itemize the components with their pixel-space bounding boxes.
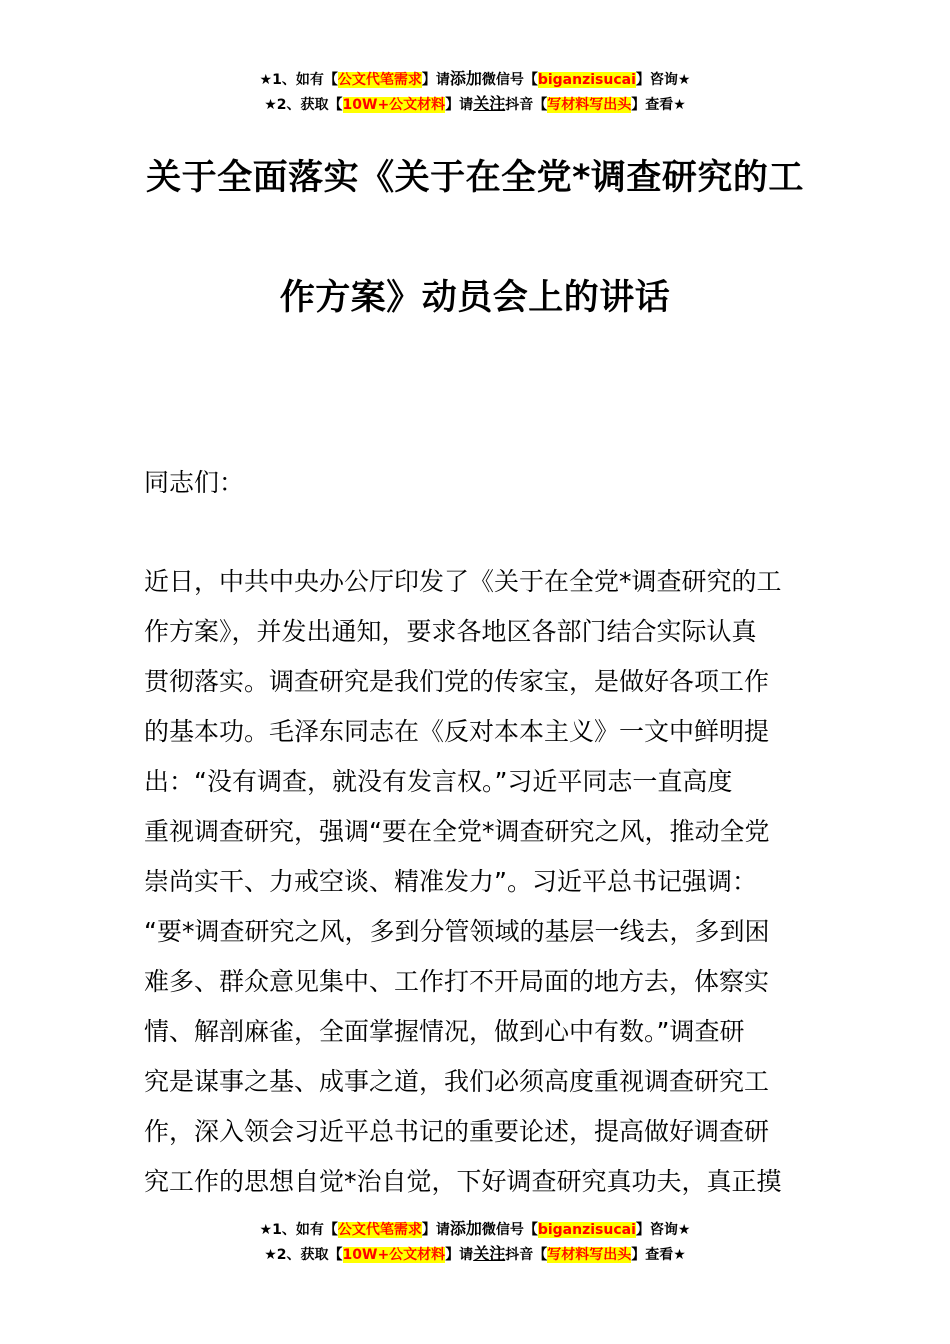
- paragraph-line: 的基本功。毛泽东同志在《反对本本主义》一文中鲜明提: [144, 717, 770, 746]
- paragraph-line: 究是谋事之基、成事之道，我们必须高度重视调查研究工: [144, 1067, 770, 1096]
- banner-text: 】请: [421, 72, 450, 88]
- banner-line-2: [0, 1242, 950, 1267]
- document-title-line-2: 作方案》动员会上的讲话: [279, 278, 671, 318]
- banner-wechat-id: biganzisucai: [537, 72, 636, 88]
- paragraph-line: “要*调查研究之风，多到分管领域的基层一线去，多到困: [144, 917, 770, 946]
- banner-text: 微信号【: [481, 72, 538, 88]
- paragraph-line: 出：“没有调查，就没有发言权。”习近平同志一直高度: [144, 767, 733, 796]
- banner-text: 】查看★: [631, 97, 686, 113]
- footer-banner: [0, 1217, 950, 1267]
- banner-text: 】请: [445, 97, 474, 113]
- paragraph-line: 近日，中共中央办公厅印发了《关于在全党*调查研究的工: [144, 567, 782, 596]
- banner-douyin-id: 写材料写出头: [547, 97, 632, 113]
- paragraph-line: 贯彻落实。调查研究是我们党的传家宝，是做好各项工作: [144, 667, 770, 696]
- banner-text: ★1、如有【: [259, 72, 338, 88]
- banner-text: 】请: [421, 1222, 450, 1238]
- paragraph-line: 作方案》，并发出通知，要求各地区各部门结合实际认真: [144, 617, 757, 646]
- salutation: 同志们：: [144, 468, 245, 497]
- banner-text: 抖音【: [505, 1247, 548, 1263]
- banner-text: 微信号【: [481, 1222, 538, 1238]
- banner-text: 】请: [445, 1247, 474, 1263]
- body-paragraph: [144, 557, 806, 1207]
- banner-highlight: 10W+公文材料: [342, 97, 446, 113]
- banner-text: ★1、如有【: [259, 1222, 338, 1238]
- banner-emphasis: 添加: [449, 1219, 482, 1238]
- banner-emphasis: 关注: [473, 1244, 506, 1263]
- paragraph-line: 究工作的思想自觉*治自觉，下好调查研究真功夫，真正摸: [144, 1167, 782, 1196]
- banner-highlight: 公文代笔需求: [337, 1222, 422, 1238]
- banner-text: ★2、获取【: [264, 97, 343, 113]
- banner-line-2: [0, 92, 950, 117]
- banner-text: 】查看★: [631, 1247, 686, 1263]
- banner-line-1: [0, 67, 950, 92]
- header-banner: [0, 67, 950, 117]
- banner-text: 】咨询★: [635, 72, 691, 88]
- paragraph-line: 情、解剖麻雀，全面掌握情况，做到心中有数。”调查研: [144, 1017, 745, 1046]
- banner-line-1: [0, 1217, 950, 1242]
- banner-emphasis: 关注: [473, 94, 506, 113]
- banner-text: 】咨询★: [635, 1222, 691, 1238]
- document-title-line-1: 关于全面落实《关于在全党*调查研究的工: [146, 158, 804, 198]
- banner-emphasis: 添加: [449, 69, 482, 88]
- banner-text: 抖音【: [505, 97, 548, 113]
- banner-highlight: 10W+公文材料: [342, 1247, 446, 1263]
- paragraph-line: 崇尚实干、力戒空谈、精准发力”。习近平总书记强调：: [144, 867, 757, 896]
- banner-highlight: 公文代笔需求: [337, 72, 422, 88]
- banner-text: ★2、获取【: [264, 1247, 343, 1263]
- banner-wechat-id: biganzisucai: [537, 1222, 636, 1238]
- paragraph-line: 难多、群众意见集中、工作打不开局面的地方去，体察实: [144, 967, 770, 996]
- paragraph-line: 作，深入领会习近平总书记的重要论述，提高做好调查研: [144, 1117, 770, 1146]
- banner-douyin-id: 写材料写出头: [547, 1247, 632, 1263]
- paragraph-line: 重视调查研究，强调“要在全党*调查研究之风，推动全党: [144, 817, 770, 846]
